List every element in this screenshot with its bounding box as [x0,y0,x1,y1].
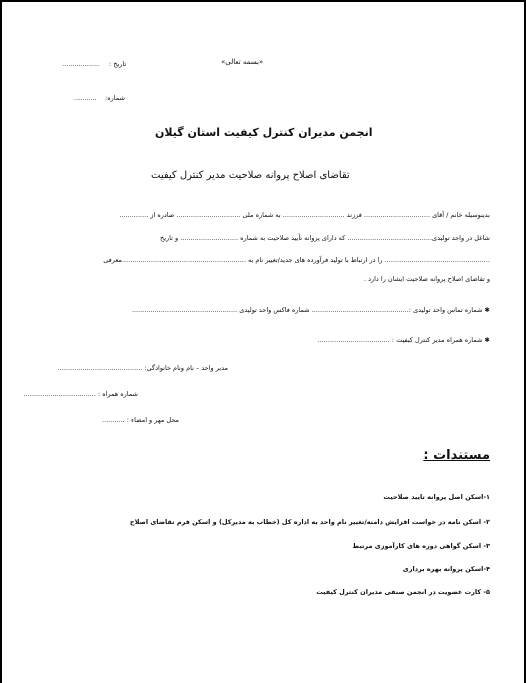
unit-manager-mobile: شماره همراه : ................................... [23,390,138,398]
number-label: شماره: [105,94,125,102]
document-item: ۲- اسکن نامه در خواست افزایش دامنه/تغییر نام واحد به اداره کل (خطاب به مدیرکل) و اسکن فرم تقاضای اصلاح [129,518,490,526]
number-field[interactable]: ........... [74,94,97,102]
basmala: «بسمه تعالی» [221,58,264,66]
date-label: تاریخ : [109,60,127,68]
manager-mobile-line: ✱ شماره همراه مدیر کنترل کیفیت : ................................... [317,336,490,344]
documents-heading: مستندات : [423,448,490,463]
document-item: ۴-اسکن پروانه بهره برداری [402,565,490,573]
signature-place: محل مهر و امضاء : ........... [101,416,179,424]
page-title: انجمن مدیران کنترل کیفیت استان گیلان [155,126,373,139]
form-subtitle: تقاضای اصلاح پروانه صلاحیت مدیر کنترل کیفیت [151,170,350,181]
body-line-1: بدینوسیله خانم / آقای ................................ فرزند .............................. به شماره ملی ............................... صادره از .............. [119,211,490,219]
bullet-icon: ✱ [484,336,490,344]
document-item: ۵- کارت عضویت در انجمن صنفی مدیران کنترل کیفیت [316,588,490,596]
body-line-2: شاغل در واحد تولیدی......................................... که دارای پروانه تأیید صلاحیت به شماره ............................ و تاریخ [160,234,490,242]
bullet-icon: ✱ [484,306,490,314]
date-field[interactable]: .................. [62,60,100,68]
factory-phone-line: ✱ شماره تماس واحد تولیدی :............................................... شماره فاکس واحد تولیدی ................................................... [131,306,490,314]
body-line-4: و تقاضای اصلاح پروانه صلاحیت ایشان را دارد . [363,275,490,283]
document-item: ۳- اسکن گواهی دوره های کارآموزی مرتبط [352,542,490,550]
unit-manager-name: مدیر واحد – نام ونام خانوادگی: ......................................... [57,364,228,372]
document-item: ۱-اسکن اصل پروانه تایید صلاحیت [383,493,490,501]
body-line-3: ................................................... را در ارتباط با تولید فرآورده های جدید/تغییر نام به ............................................................معرفی [103,256,490,264]
